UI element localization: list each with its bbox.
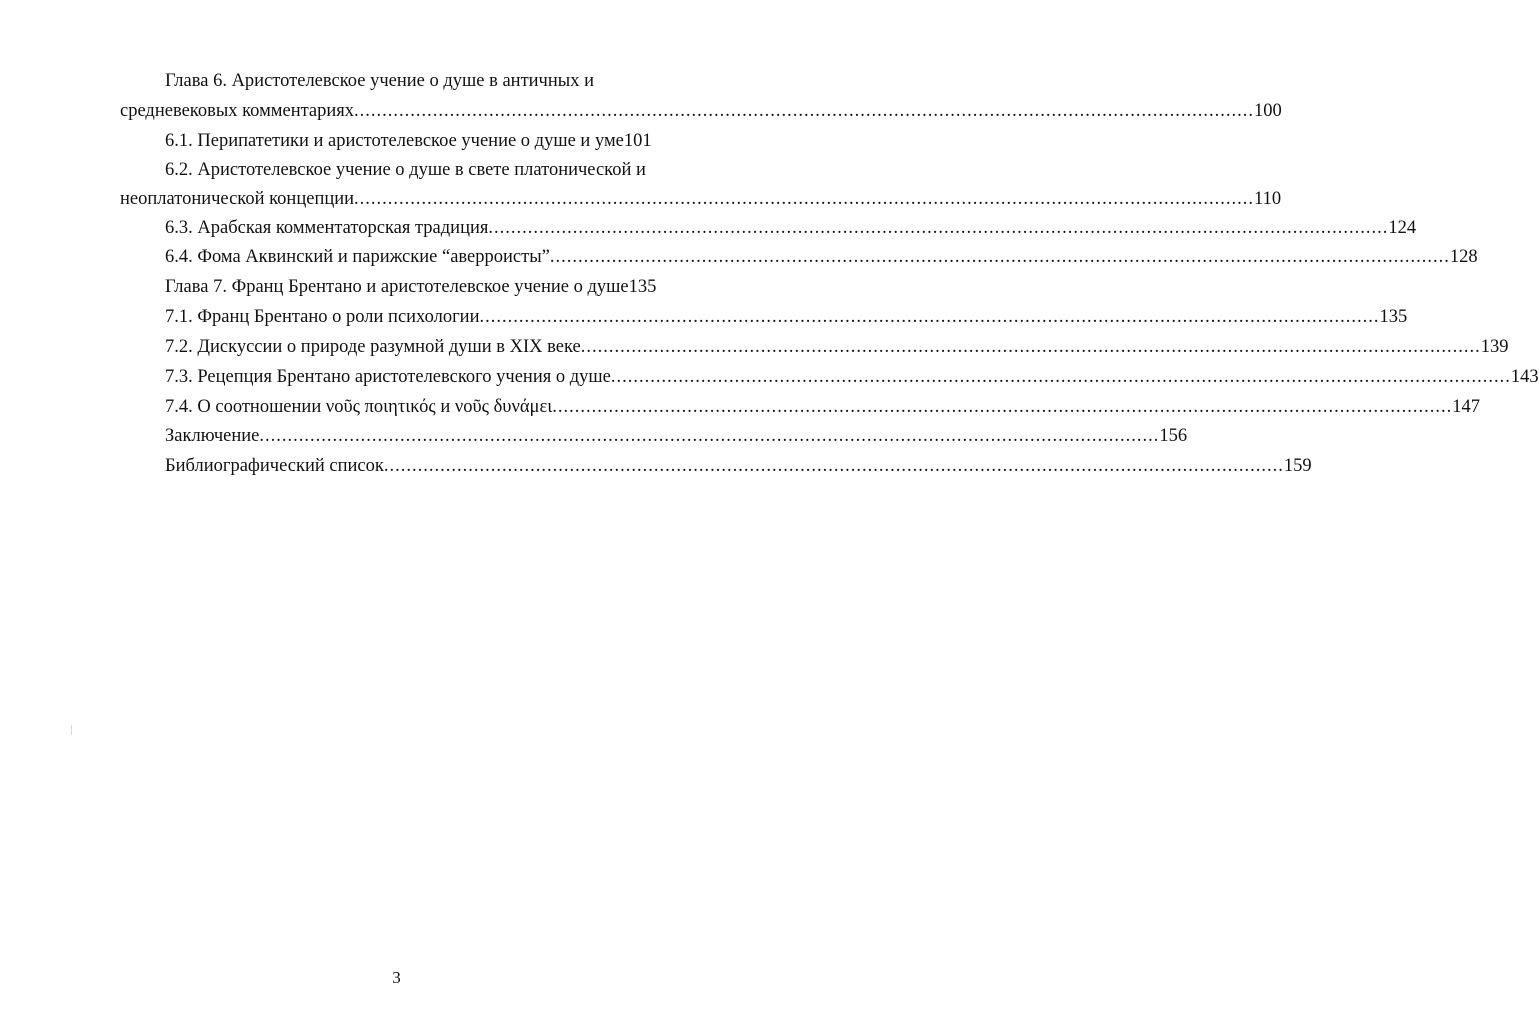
- toc-chapter-6: [120, 100, 1282, 122]
- toc-page-number: 101: [623, 131, 652, 151]
- toc-page-number: 147: [1452, 397, 1480, 417]
- toc-entry-title: Библиографический список: [165, 456, 384, 476]
- toc-entry-title: 6.1. Перипатетики и аристотелевское учение о душе и уме: [165, 131, 624, 151]
- dot-leader: [611, 366, 1511, 388]
- dot-leader: [550, 246, 1450, 268]
- toc-page-number: 100: [1254, 101, 1282, 121]
- toc-chapter-6-heading: Глава 6. Аристотелевское учение о душе в античных и: [165, 71, 594, 91]
- scan-artifact: [71, 725, 72, 735]
- toc-section-6-2-heading: 6.2. Аристотелевское учение о душе в свете платонической и: [165, 160, 646, 180]
- toc-entry-title: 7.2. Дискуссии о природе разумной души в XIX веке: [165, 337, 581, 357]
- toc-page-number: 124: [1388, 218, 1417, 238]
- toc-entry-title: 7.4. О соотношении νοῦς ποιητικός и νοῦς δυνάμει: [165, 397, 553, 417]
- toc-page-number: 143: [1510, 367, 1539, 387]
- toc-page-number: 128: [1449, 247, 1478, 267]
- dot-leader: [479, 306, 1379, 328]
- dot-leader: [384, 455, 1284, 477]
- toc-bibliography: [165, 455, 1312, 477]
- toc-entry-title: средневековых комментариях: [120, 101, 355, 121]
- toc-conclusion: [165, 425, 1188, 447]
- page-number: 3: [392, 968, 401, 987]
- toc-entry-title: неоплатонической концепции: [120, 189, 355, 209]
- toc-page-number: 159: [1283, 456, 1312, 476]
- toc-section-6-4: [165, 246, 1478, 268]
- dot-leader: [259, 425, 1159, 447]
- toc-entry-title: 7.1. Франц Брентано о роли психологии: [165, 307, 480, 327]
- toc-section-7-4: [165, 396, 1480, 418]
- dot-leader: [552, 396, 1452, 418]
- toc-chapter-7: [165, 276, 657, 298]
- toc-section-6-2: [120, 188, 1282, 210]
- dot-leader: [354, 100, 1254, 122]
- dot-leader: [354, 188, 1254, 210]
- toc-chapter-6-line1: [165, 70, 655, 92]
- toc-page-number: 135: [628, 277, 657, 297]
- toc-page-number: 135: [1379, 307, 1408, 327]
- toc-section-6-1: [165, 130, 650, 152]
- toc-section-7-3: [165, 366, 1539, 388]
- toc-section-7-2: [165, 336, 1509, 358]
- dot-leader: [488, 217, 1388, 239]
- toc-section-6-3: [165, 217, 1417, 239]
- toc-entry-title: Глава 7. Франц Брентано и аристотелевское учение о душе: [165, 277, 629, 297]
- toc-section-6-2-line1: [165, 159, 655, 181]
- toc-entry-title: 6.3. Арабская комментаторская традиция: [165, 218, 489, 238]
- toc-page-number: 110: [1254, 189, 1282, 209]
- toc-page-number: 156: [1159, 426, 1188, 446]
- toc-entry-title: Заключение: [165, 426, 260, 446]
- toc-entry-title: 6.4. Фома Аквинский и парижские “аверроисты”: [165, 247, 550, 267]
- toc-section-7-1: [165, 306, 1408, 328]
- toc-entry-title: 7.3. Рецепция Брентано аристотелевского учения о душе: [165, 367, 611, 387]
- dot-leader: [581, 336, 1481, 358]
- toc-page-number: 139: [1480, 337, 1509, 357]
